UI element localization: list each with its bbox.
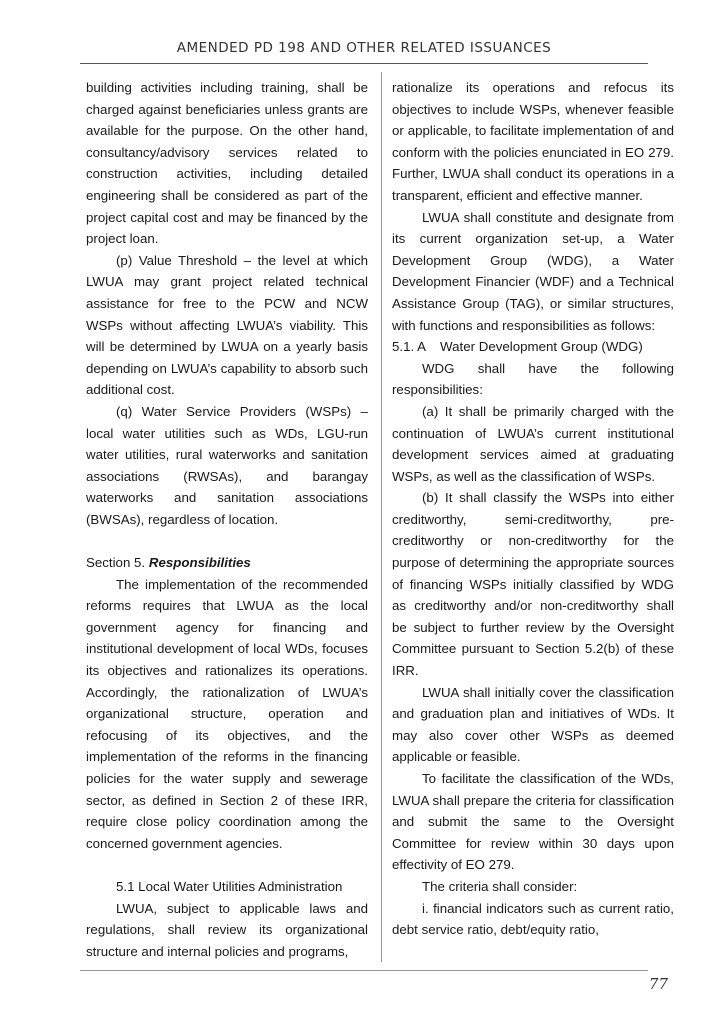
paragraph: (p) Value Threshold – the level at which LWUA may grant project related technical assistance for free to the PCW and NCW WSPs without affecting LWUA’s viability. This will be determined by LWUA on a yearly basis depending on LWUA’s capability to absorb such additional cost.	[86, 252, 368, 398]
paragraph: i. financial indicators such as current ratio, debt service ratio, debt/equity ratio,	[392, 900, 674, 938]
subsection-heading: 5.1. A Water Development Group (WDG)	[392, 339, 643, 355]
paragraph: LWUA shall constitute and designate from its current organization set-up, a Water Development Group (WDG), a Water Development Financier (WDF) and a Technical Assistance Group (TAG), or similar structures, with functions and responsibilities as follows:	[392, 209, 674, 333]
paragraph: (b) It shall classify the WSPs into either creditworthy, semi-creditworthy, pre-creditworthy or non-creditworthy for the purpose of determining the appropriate sources of financing WSPs initially classified by WDG as creditworthy and/or non-creditworthy shall be subject to further review by the Oversight Committee pursuant to Section 5.2(b) of these IRR.	[392, 490, 674, 679]
section-prefix: Section 5.	[86, 555, 149, 571]
column-divider	[381, 72, 382, 962]
header-rule	[80, 63, 648, 64]
section-title: Responsibilities	[148, 555, 251, 571]
paragraph: building activities including training, shall be charged against beneficiaries unless grants are available for the purpose. On the other hand, consultancy/advisory services related to construction activities, including detailed engineering shall be considered as part of the project capital cost and may be financed by the project loan.	[86, 80, 368, 247]
left-column	[86, 77, 368, 962]
spacer	[86, 854, 368, 876]
paragraph: (a) It shall be primarily charged with the continuation of LWUA’s current institutional development services aimed at graduating WSPs, as well as the classification of WSPs.	[392, 403, 674, 484]
page-number: 77	[648, 975, 668, 993]
subsection-heading: 5.1 Local Water Utilities Administration	[116, 878, 343, 894]
paragraph: The criteria shall consider:	[422, 878, 578, 894]
section-heading	[86, 552, 368, 574]
paragraph: WDG shall have the following responsibilities:	[392, 360, 674, 398]
paragraph: rationalize its operations and refocus its objectives to include WSPs, whenever feasible or applicable, to facilitate implementation of and conform with the policies enunciated in EO 279. Further, LWUA shall conduct its operations in a transparent, efficient and effective manner.	[392, 80, 674, 203]
spacer	[86, 530, 368, 552]
paragraph: LWUA, subject to applicable laws and regulations, shall review its organizational structure and internal policies and programs,	[86, 900, 368, 959]
footer-rule	[80, 970, 648, 971]
paragraph: The implementation of the recommended reforms requires that LWUA as the local government agency for financing and institutional development of local WDs, focuses its objectives and rationalizes its operations. Accordingly, the rationalization of LWUA’s organizational structure, operation and refocusing of its objectives, and the implementation of the reforms in the financing policies for the water supply and sewerage sector, as defined in Section 2 of these IRR, require close policy coordination among the concerned government agencies.	[86, 576, 368, 851]
paragraph: To facilitate the classification of the WDs, LWUA shall prepare the criteria for classification and submit the same to the Oversight Committee for review within 30 days upon effectivity of EO 279.	[392, 771, 674, 873]
paragraph: LWUA shall initially cover the classification and graduation plan and initiatives of WDs. It may also cover other WSPs as deemed applicable or feasible.	[392, 684, 674, 765]
right-column	[392, 77, 674, 941]
running-header: AMENDED PD 198 AND OTHER RELATED ISSUANCES	[176, 40, 552, 56]
paragraph: (q) Water Service Providers (WSPs) – local water utilities such as WDs, LGU-run water utilities, rural waterworks and sanitation associations (RWSAs), and barangay waterworks and sanitation associations (BWSAs), regardless of location.	[86, 403, 368, 527]
